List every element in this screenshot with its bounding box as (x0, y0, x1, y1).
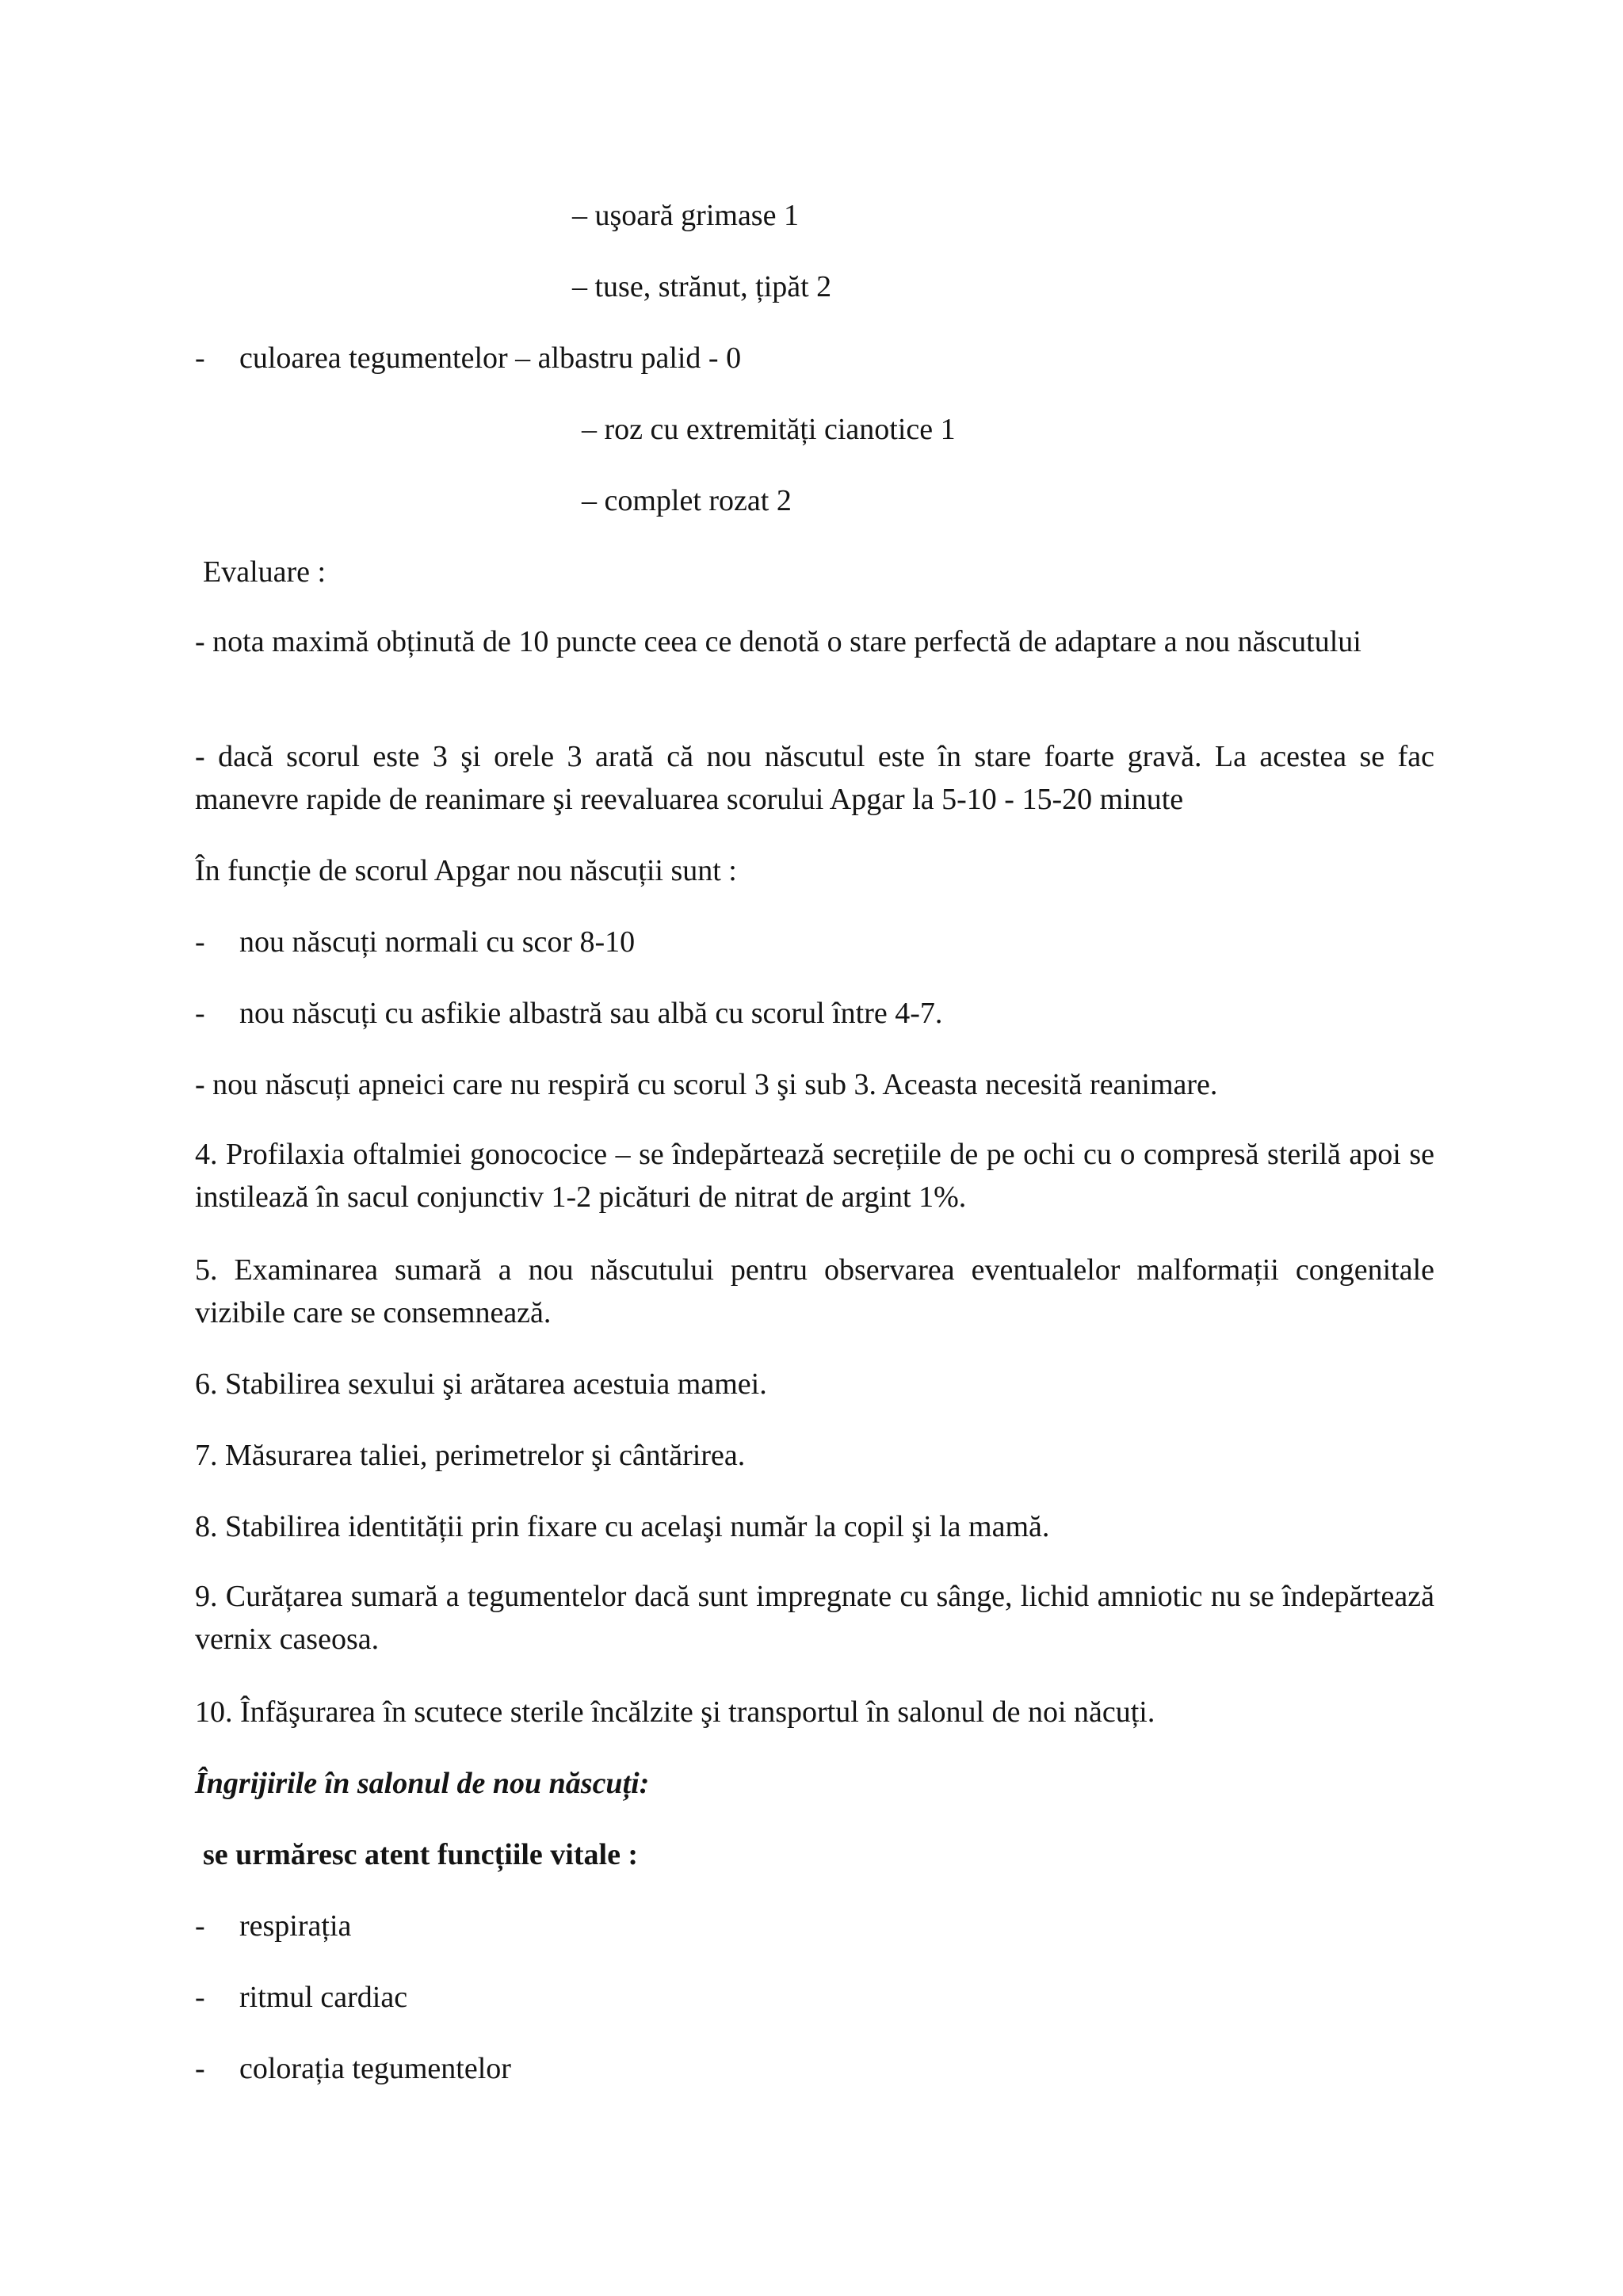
section-heading-nursery-care: Îngrijirile în salonul de nou născuți: (195, 1767, 650, 1800)
apgar-skin-color-0: culoarea tegumentelor – albastru palid - 0 (239, 341, 742, 375)
bullet-dash: - (195, 2052, 205, 2085)
item-9-skin-cleaning: 9. Curățarea sumară a tegumentelor dacă sunt impregnate cu sânge, lichid amniotic nu se îndepărtează vernix caseosa. (195, 1580, 1434, 1656)
apgar-skin-color-2: – complet rozat 2 (582, 484, 792, 517)
bullet-dash: - (195, 341, 205, 375)
item-6-sex-determination: 6. Stabilirea sexului şi arătarea acestuia mamei. (195, 1367, 767, 1401)
evaluation-low-score: - dacă scorul este 3 şi orele 3 arată că nou născutul este în stare foarte gravă. La acestea se fac manevre rapide de reanimare şi reevaluarea scorului Apgar la 5-10 - 15-20 minute (195, 740, 1434, 816)
group-asphyxia: nou născuți cu asfikie albastră sau albă cu scorul între 4-7. (239, 997, 943, 1030)
group-apneic: - nou născuți apneici care nu respiră cu scorul 3 şi sub 3. Aceasta necesită reanimare. (195, 1068, 1218, 1101)
bullet-dash: - (195, 997, 205, 1030)
item-7-measurements: 7. Măsurarea taliei, perimetrelor şi cântărirea. (195, 1439, 746, 1472)
bullet-dash: - (195, 925, 205, 959)
apgar-skin-color-1: – roz cu extremități cianotice 1 (582, 413, 956, 446)
item-10-wrapping-transport: 10. Înfăşurarea în scutece sterile încălzite şi transportul în salonul de noi năcuți. (195, 1695, 1155, 1729)
vital-skin-coloration: colorația tegumentelor (239, 2052, 511, 2085)
vital-heart-rhythm: ritmul cardiac (239, 1981, 408, 2014)
item-4-ophthalmia-prophylaxis: 4. Profilaxia oftalmiei gonococice – se îndepărtează secrețiile de pe ochi cu o compresă sterilă apoi se instilează în sacul conjunctiv 1-2 picături de nitrat de argint 1%. (195, 1138, 1434, 1214)
apgar-grimace-1: – uşoară grimase 1 (572, 199, 799, 232)
item-5-summary-examination: 5. Examinarea sumară a nou născutului pentru observarea eventualelor malformații congenitale vizibile care se consemnează. (195, 1253, 1434, 1329)
apgar-groups-intro: În funcție de scorul Apgar nou născuții sunt : (195, 854, 737, 887)
evaluation-max-score: - nota maximă obținută de 10 puncte ceea ce denotă o stare perfectă de adaptare a nou născutului (195, 625, 1361, 658)
item-8-identification: 8. Stabilirea identității prin fixare cu acelaşi număr la copil şi la mamă. (195, 1510, 1050, 1543)
group-normal: nou născuți normali cu scor 8-10 (239, 925, 636, 959)
apgar-grimace-2: – tuse, strănut, țipăt 2 (572, 270, 832, 303)
bullet-dash: - (195, 1981, 205, 2014)
vital-respiration: respirația (239, 1909, 352, 1943)
bullet-dash: - (195, 1909, 205, 1943)
vital-functions-heading: se urmăresc atent funcțiile vitale : (203, 1838, 639, 1871)
evaluation-heading: Evaluare : (203, 555, 327, 589)
